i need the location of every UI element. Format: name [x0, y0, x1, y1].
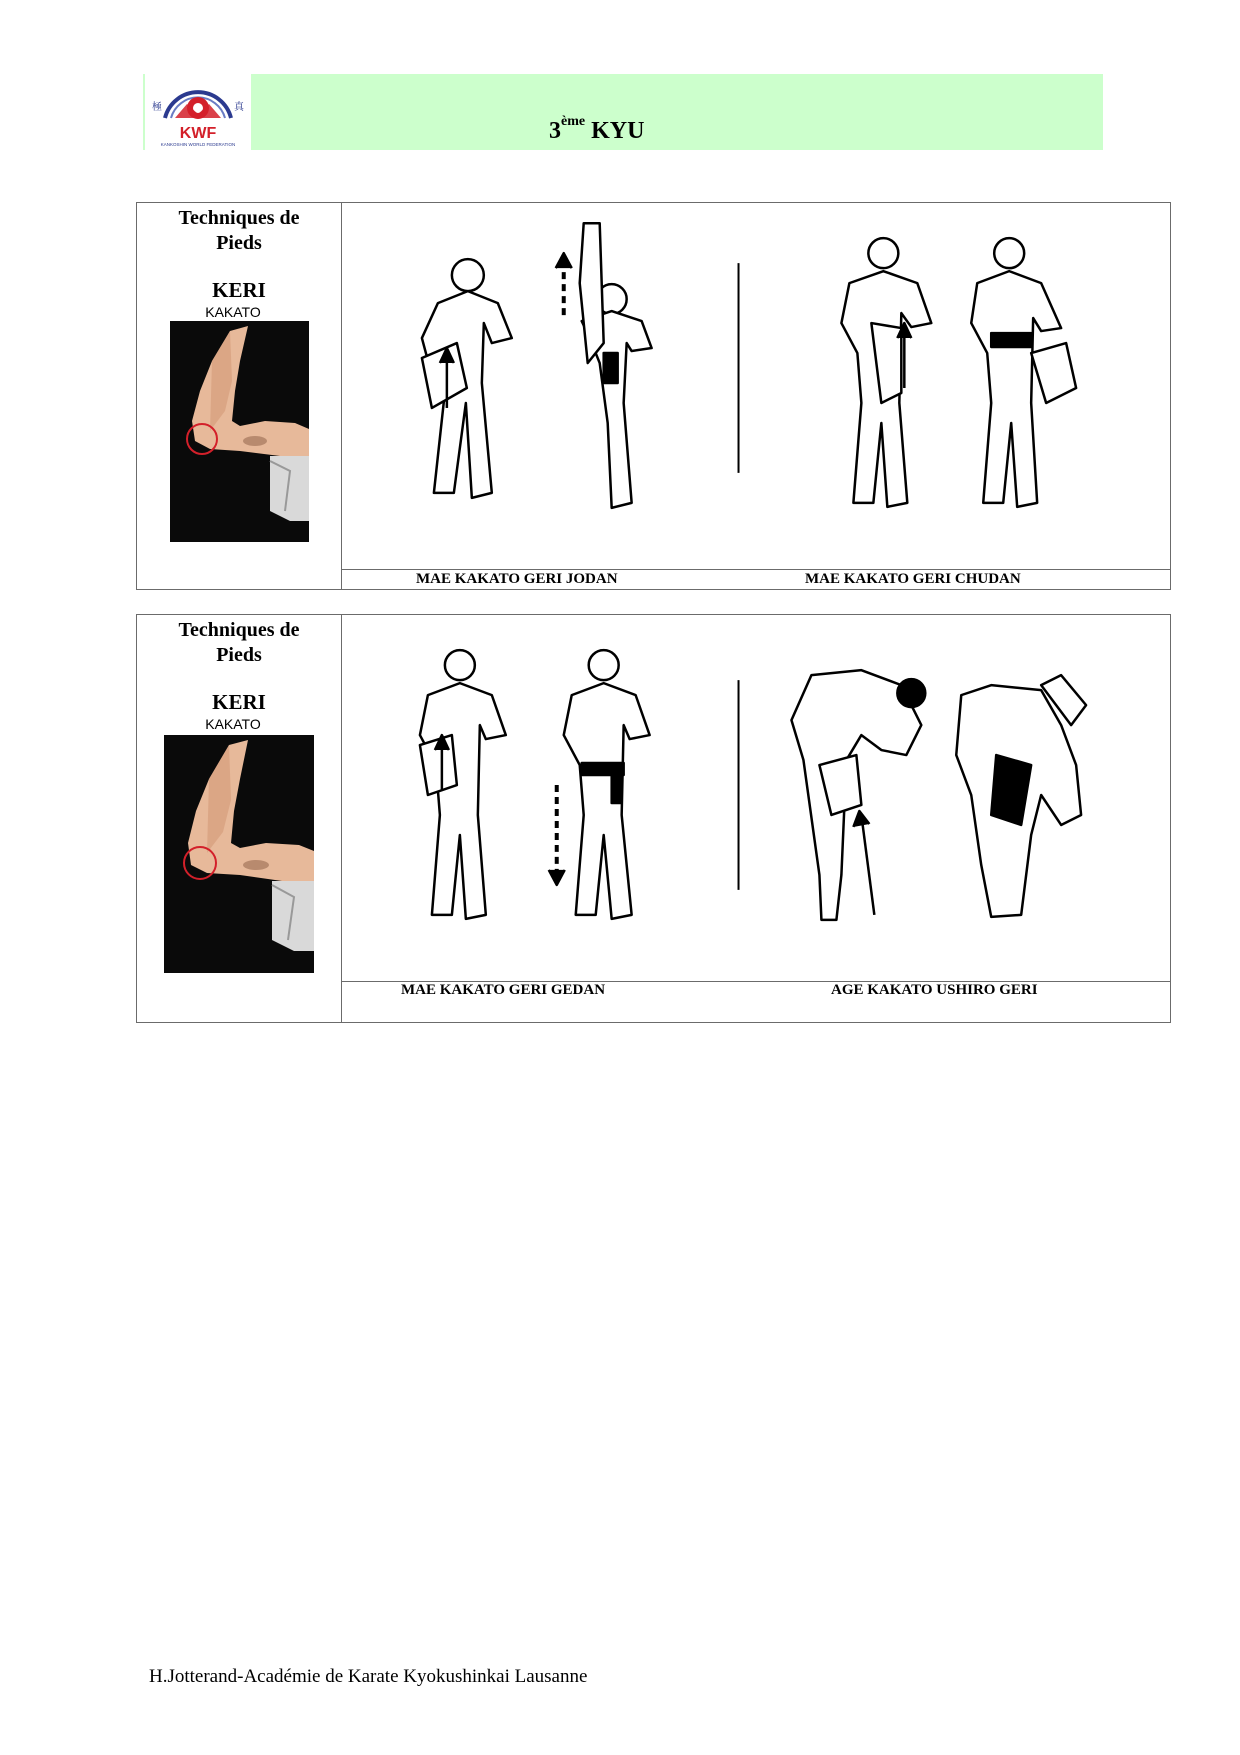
- technique-label-cell: [137, 203, 342, 589]
- page-title: 3ème KYU: [549, 114, 645, 144]
- svg-text:真: 真: [234, 102, 244, 113]
- heel-photo: [170, 321, 309, 542]
- logo-text: KWF: [179, 125, 217, 142]
- caption-mae-kakato-geri-chudan: MAE KAKATO GERI CHUDAN: [805, 571, 1021, 587]
- kwf-logo: [145, 74, 251, 150]
- footer-text: H.Jotterand-Académie de Karate Kyokushinkai Lausanne: [149, 1666, 588, 1687]
- subtechnique-name: KAKATO: [205, 304, 261, 320]
- caption-age-kakato-ushiro-geri: AGE KAKATO USHIRO GERI: [831, 982, 1038, 998]
- caption-mae-kakato-geri-jodan: MAE KAKATO GERI JODAN: [416, 571, 618, 587]
- heel-photo: [164, 735, 314, 973]
- technique-block-2: [136, 614, 1171, 1023]
- technique-name: KERI: [212, 278, 266, 302]
- caption-mae-kakato-geri-gedan: MAE KAKATO GERI GEDAN: [401, 982, 606, 998]
- category-label: Techniques de Pieds: [178, 619, 300, 666]
- technique-block-1: [136, 202, 1171, 590]
- subtechnique-name: KAKATO: [205, 716, 261, 732]
- technique-label-cell: [137, 615, 342, 1022]
- category-label: Techniques de Pieds: [178, 207, 300, 254]
- technique-name: KERI: [212, 690, 266, 714]
- technique-illustration: [342, 203, 1170, 570]
- svg-text:極: 極: [152, 102, 162, 113]
- technique-illustration: [342, 615, 1170, 982]
- logo-subtext: KANKOSHIN WORLD FEDERATION: [160, 142, 236, 147]
